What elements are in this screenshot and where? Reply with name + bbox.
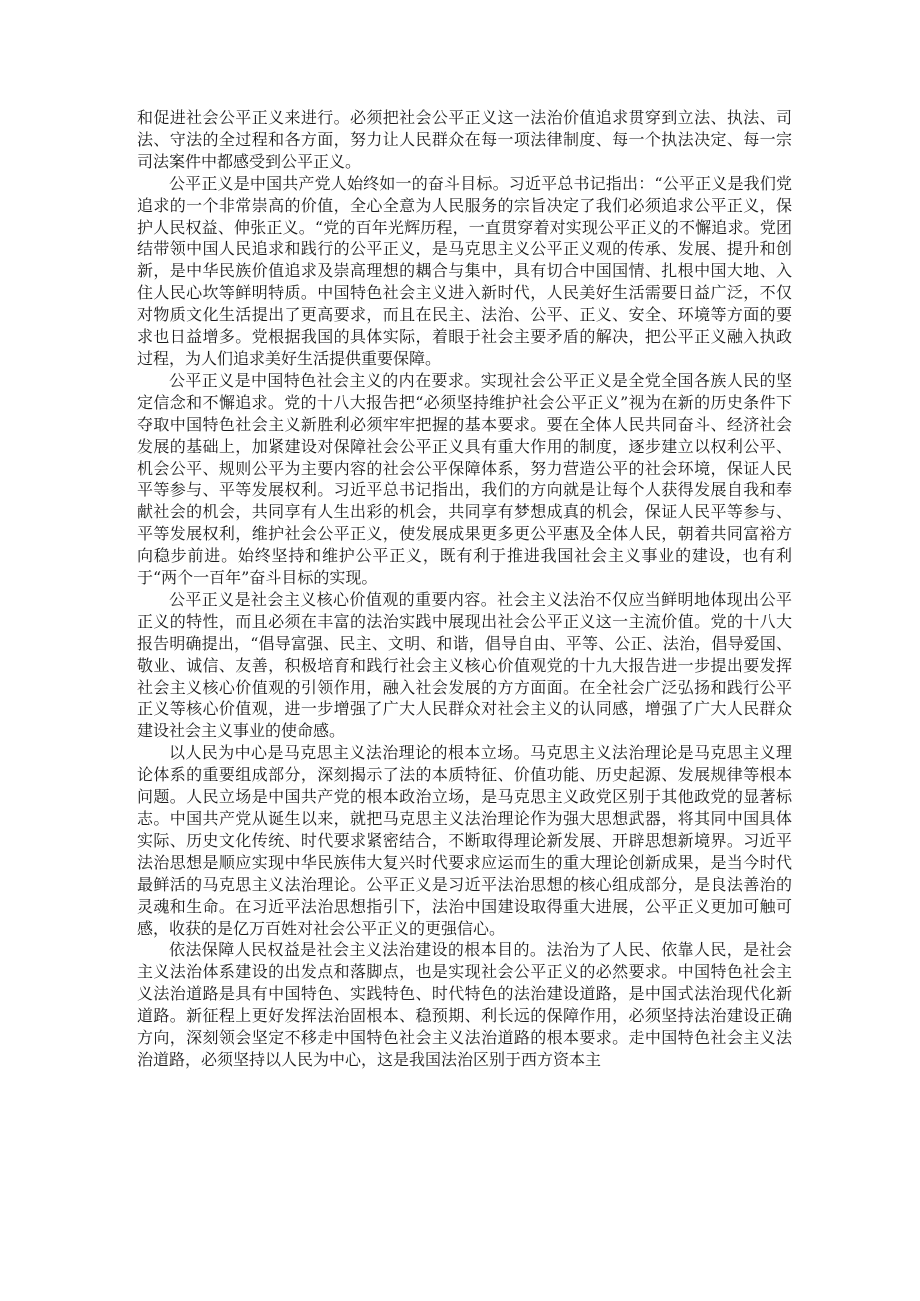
paragraph-6: 依法保障人民权益是社会主义法治建设的根本目的。法治为了人民、依靠人民，是社会主义法治体系建设的出发点和落脚点，也是实现社会公平正义的必然要求。中国特色社会主义法治道路是具有中国特色、实践特色、时代特色的法治建设道路，是中国式法治现代化新道路。新征程上更好发挥法治固根本、稳预期、利长远的保障作用，必须坚持法治建设正确方向，深刻领会坚定不移走中国特色社会主义法治道路的根本要求。走中国特色社会主义法治道路，必须坚持以人民为中心，这是我国法治区别于西方资本主	[137, 940, 792, 1069]
paragraph-1: 和促进社会公平正义来进行。必须把社会公平正义这一法治价值追求贯穿到立法、执法、司法、守法的全过程和各方面，努力让人民群众在每一项法律制度、每一个执法决定、每一宗司法案件中都感受到公平正义。	[137, 108, 792, 171]
document-body	[137, 107, 792, 1071]
paragraph-5: 以人民为中心是马克思主义法治理论的根本立场。马克思主义法治理论是马克思主义理论体系的重要组成部分，深刻揭示了法的本质特征、价值功能、历史起源、发展规律等根本问题。人民立场是中国共产党的根本政治立场，是马克思主义政党区别于其他政党的显著标志。中国共产党从诞生以来，就把马克思主义法治理论作为强大思想武器，将其同中国具体实际、历史文化传统、时代要求紧密结合，不断取得理论新发展、开辟思想新境界。习近平法治思想是顺应实现中华民族伟大复兴时代要求应运而生的重大理论创新成果，是当今时代最鲜活的马克思主义法治理论。公平正义是习近平法治思想的核心组成部分，是良法善治的灵魂和生命。在习近平法治思想指引下，法治中国建设取得重大进展，公平正义更加可触可感，收获的是亿万百姓对社会公平正义的更强信心。	[137, 743, 792, 938]
paragraph-2: 公平正义是中国共产党人始终如一的奋斗目标。习近平总书记指出：“公平正义是我们党追求的一个非常崇高的价值，全心全意为人民服务的宗旨决定了我们必须追求公平正义，保护人民权益、伸张正义。“党的百年光辉历程，一直贯穿着对实现公平正义的不懈追求。党团结带领中国人民追求和践行的公平正义，是马克思主义公平正义观的传承、发展、提升和创新，是中华民族价值追求及崇高理想的耦合与集中，具有切合中国国情、扎根中国大地、入住人民心坎等鲜明特质。中国特色社会主义进入新时代，人民美好生活需要日益广泛，不仅对物质文化生活提出了更高要求，而且在民主、法治、公平、正义、安全、环境等方面的要求也日益增多。党根据我国的具体实际，着眼于社会主要矛盾的解决，把公平正义融入执政过程，为人们追求美好生活提供重要保障。	[137, 173, 792, 368]
paragraph-4: 公平正义是社会主义核心价值观的重要内容。社会主义法治不仅应当鲜明地体现出公平正义的特性，而且必须在丰富的法治实践中展现出社会公平正义这一主流价值。党的十八大报告明确提出，“倡导富强、民主、文明、和谐，倡导自由、平等、公正、法治，倡导爱国、敬业、诚信、友善，积极培育和践行社会主义核心价值观党的十九大报告进一步提出要发挥社会主义核心价值观的引领作用，融入社会发展的方方面面。在全社会广泛弘扬和践行公平正义等核心价值观，进一步增强了广大人民群众对社会主义的认同感，增强了广大人民群众建设社会主义事业的使命感。	[137, 589, 792, 741]
paragraph-3: 公平正义是中国特色社会主义的内在要求。实现社会公平正义是全党全国各族人民的坚定信念和不懈追求。党的十八大报告把“必须坚持维护社会公平正义”视为在新的历史条件下夺取中国特色社会主义新胜利必须牢牢把握的基本要求。要在全体人民共同奋斗、经济社会发展的基础上，加紧建设对保障社会公平正义具有重大作用的制度，逐步建立以权利公平、机会公平、规则公平为主要内容的社会公平保障体系，努力营造公平的社会环境，保证人民平等参与、平等发展权利。习近平总书记指出，我们的方向就是让每个人获得发展自我和奉献社会的机会，共同享有人生出彩的机会，共同享有梦想成真的机会，保证人民平等参与、平等发展权利，维护社会公平正义，使发展成果更多更公平惠及全体人民，朝着共同富裕方向稳步前进。始终坚持和维护公平正义，既有利于推进我国社会主义事业的建设，也有利于“两个一百年”奋斗目标的实现。	[137, 370, 792, 588]
